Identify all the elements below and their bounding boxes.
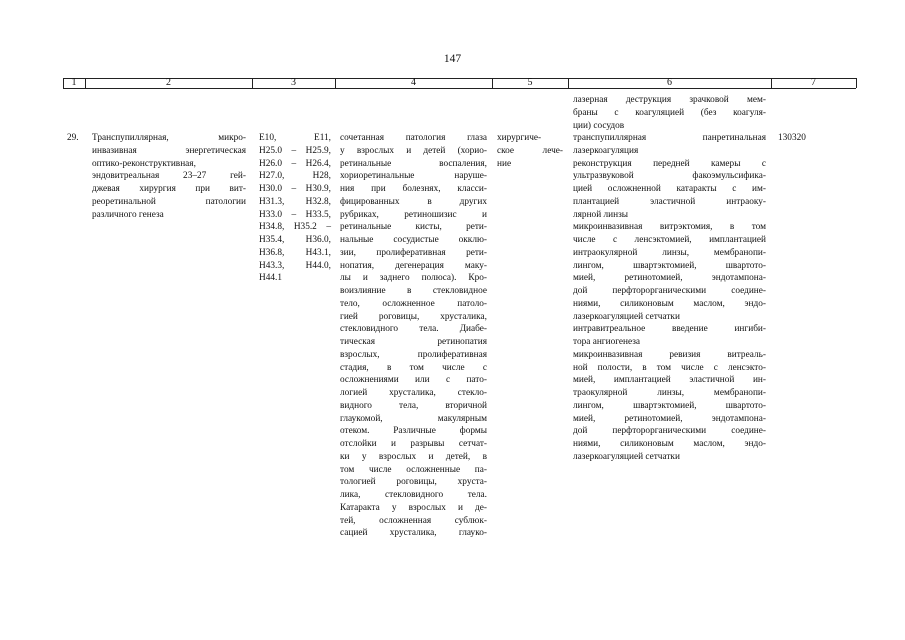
text-line: лика, стекловидного тела. xyxy=(340,490,487,500)
text-line: оптико-реконструктивная, xyxy=(92,158,196,169)
text-line: ретинальные воспаления, xyxy=(340,158,487,169)
text-line: ниями, силиконовым маслом, эндо- xyxy=(573,439,766,449)
text-line: лазерная деструкция зрачковой мем- xyxy=(573,95,766,105)
text-line: рубриках, ретиношизис и xyxy=(340,209,487,220)
text-line: микроинвазивная ревизия витреаль- xyxy=(573,349,766,360)
text-line: H27.0, H28, xyxy=(259,171,331,182)
text-line: ции) сосудов xyxy=(573,120,625,131)
text-line: воизлияние в стекловидное xyxy=(340,286,487,296)
text-line: ниями, силиконовым маслом, эндо- xyxy=(573,298,766,309)
text-line: H26.0 – H26.4, xyxy=(259,158,331,169)
text-line: лингом, швартэктомией, швартото- xyxy=(573,260,766,271)
header-col-4: 4 xyxy=(411,77,416,88)
text-line: лазеркоагуляция xyxy=(573,145,639,156)
text-line: H31.3, H32.8, xyxy=(259,196,331,207)
header-col-5: 5 xyxy=(527,77,533,88)
text-line: H43.3, H44.0, xyxy=(259,260,331,271)
text-line: H36.8, H43.1, xyxy=(259,247,331,258)
text-line: дой перфторорганическими соедине- xyxy=(573,286,766,296)
text-line: тическая ретинопатия xyxy=(340,337,487,347)
text-line: логией хрусталика, стекло- xyxy=(340,388,487,398)
text-line: взрослых, пролиферативная xyxy=(340,349,487,360)
text-line: осложнениями или с пато- xyxy=(340,375,487,386)
text-line: лярной линзы xyxy=(573,209,628,220)
text-line: мией, имплантацией эластичной ин- xyxy=(573,375,766,386)
text-line: инвазивная энергетическая xyxy=(92,145,246,156)
text-line: браны с коагуляцией (без коагуля- xyxy=(573,107,766,118)
text-line: лазеркоагуляцией сетчатки xyxy=(573,451,680,462)
text-line: Транспупиллярная, микро- xyxy=(92,133,246,143)
text-line: тора ангиогенеза xyxy=(573,337,641,347)
col-divider xyxy=(856,78,857,88)
text-line: мией, ретинотомией, эндотампона- xyxy=(573,413,766,424)
text-line: мией, ретинотомией, эндотампона- xyxy=(573,273,766,284)
text-line: ной полости, в том числе с ленсэкто- xyxy=(573,362,766,373)
text-line: ние xyxy=(497,158,512,169)
page-number: 147 xyxy=(443,53,462,65)
header-col-7: 7 xyxy=(811,77,816,88)
text-line: H33.0 – H33.5, xyxy=(259,209,331,220)
text-line: 29. xyxy=(67,133,79,143)
text-line: 130320 xyxy=(778,133,806,143)
text-line: интравитреальное введение ингиби- xyxy=(573,324,766,335)
header-col-2: 2 xyxy=(166,77,171,88)
text-line: стекловидного тела. Диабе- xyxy=(340,324,487,335)
text-line: Катаракта у взрослых и де- xyxy=(340,502,487,513)
text-line: сочетанная патология глаза xyxy=(340,133,487,143)
text-line: видного тела, вторичной xyxy=(340,400,487,411)
text-line: тело, осложненное патоло- xyxy=(340,298,487,309)
text-line: том числе осложненные па- xyxy=(340,464,487,475)
text-line: микроинвазивная витрэктомия, в том xyxy=(573,222,766,233)
text-line: H25.0 – H25.9, xyxy=(259,145,331,156)
text-line: реоретинальной патологии xyxy=(92,196,246,207)
text-line: стадия, в том числе с xyxy=(340,362,487,373)
row-number-cell xyxy=(67,132,83,145)
text-line: дой перфторорганическими соедине- xyxy=(573,426,766,437)
text-line: сацией хрусталика, глауко- xyxy=(340,528,487,539)
text-line: хориоретинальные наруше- xyxy=(340,171,487,182)
text-line: тей, осложненная сублюк- xyxy=(340,515,487,526)
text-line: нопатия, дегенерация маку- xyxy=(340,260,487,271)
text-line: лазеркоагуляцией сетчатки xyxy=(573,311,680,322)
icd-codes-cell xyxy=(259,132,331,285)
text-line: тологией роговицы, хруста- xyxy=(340,477,487,488)
text-line: E10, E11, xyxy=(259,133,331,143)
treatment-type-cell xyxy=(497,132,563,170)
text-line: отслойки и разрывы сетчат- xyxy=(340,439,487,449)
header-col-1: 1 xyxy=(71,77,77,88)
text-line: ультразвуковой факоэмульсифика- xyxy=(573,171,766,182)
text-line: джевая хирургия при вит- xyxy=(92,184,246,194)
text-line: H44.1 xyxy=(259,273,282,284)
text-line: глаукомой, макулярным xyxy=(340,413,487,424)
text-line: нальные сосудистые окклю- xyxy=(340,235,487,245)
text-line: ское лече- xyxy=(497,145,563,156)
text-line: реконструкция передней камеры с xyxy=(573,158,766,169)
text-line: траокулярной линзы, мембранопи- xyxy=(573,388,766,398)
text-line: H34.8, H35.2 – xyxy=(259,222,331,233)
text-line: плантацией эластичной интраоку- xyxy=(573,196,766,207)
text-line: различного генеза xyxy=(92,209,164,220)
text-line: у взрослых и детей (хорио- xyxy=(340,145,487,156)
text-line: лы и заднего полюса). Кро- xyxy=(340,273,487,284)
text-line: гией роговицы, хрусталика, xyxy=(340,311,487,322)
text-line: транспупиллярная панретинальная xyxy=(573,133,766,143)
method-name-cell xyxy=(92,132,246,221)
text-line: ретинальные кисты, рети- xyxy=(340,222,487,233)
text-line: ки у взрослых и детей, в xyxy=(340,451,487,462)
method-continued-cell xyxy=(573,94,766,132)
text-line: интраокулярной линзы, мембранопи- xyxy=(573,247,766,258)
text-line: H30.0 – H30.9, xyxy=(259,184,331,194)
text-line: H35.4, H36.0, xyxy=(259,235,331,245)
header-col-3: 3 xyxy=(291,77,296,88)
diagnosis-cell xyxy=(340,132,487,540)
text-line: зии, пролиферативная рети- xyxy=(340,247,487,258)
text-line: числе с ленсэктомией, имплантацией xyxy=(573,235,766,245)
text-line: лингом, швартэктомией, швартото- xyxy=(573,400,766,411)
header-col-6: 6 xyxy=(667,77,672,88)
method-description-cell xyxy=(573,132,766,464)
text-line: хирургиче- xyxy=(497,133,542,143)
cost-cell xyxy=(778,132,850,145)
table-header-rule xyxy=(63,88,856,89)
text-line: фицированных в других xyxy=(340,196,487,207)
text-line: отеком. Различные формы xyxy=(340,426,487,437)
text-line: цией осложненной катаракты с им- xyxy=(573,184,766,194)
text-line: эндовитреальная 23–27 гей- xyxy=(92,171,246,182)
text-line: ния при болезнях, класси- xyxy=(340,184,487,194)
